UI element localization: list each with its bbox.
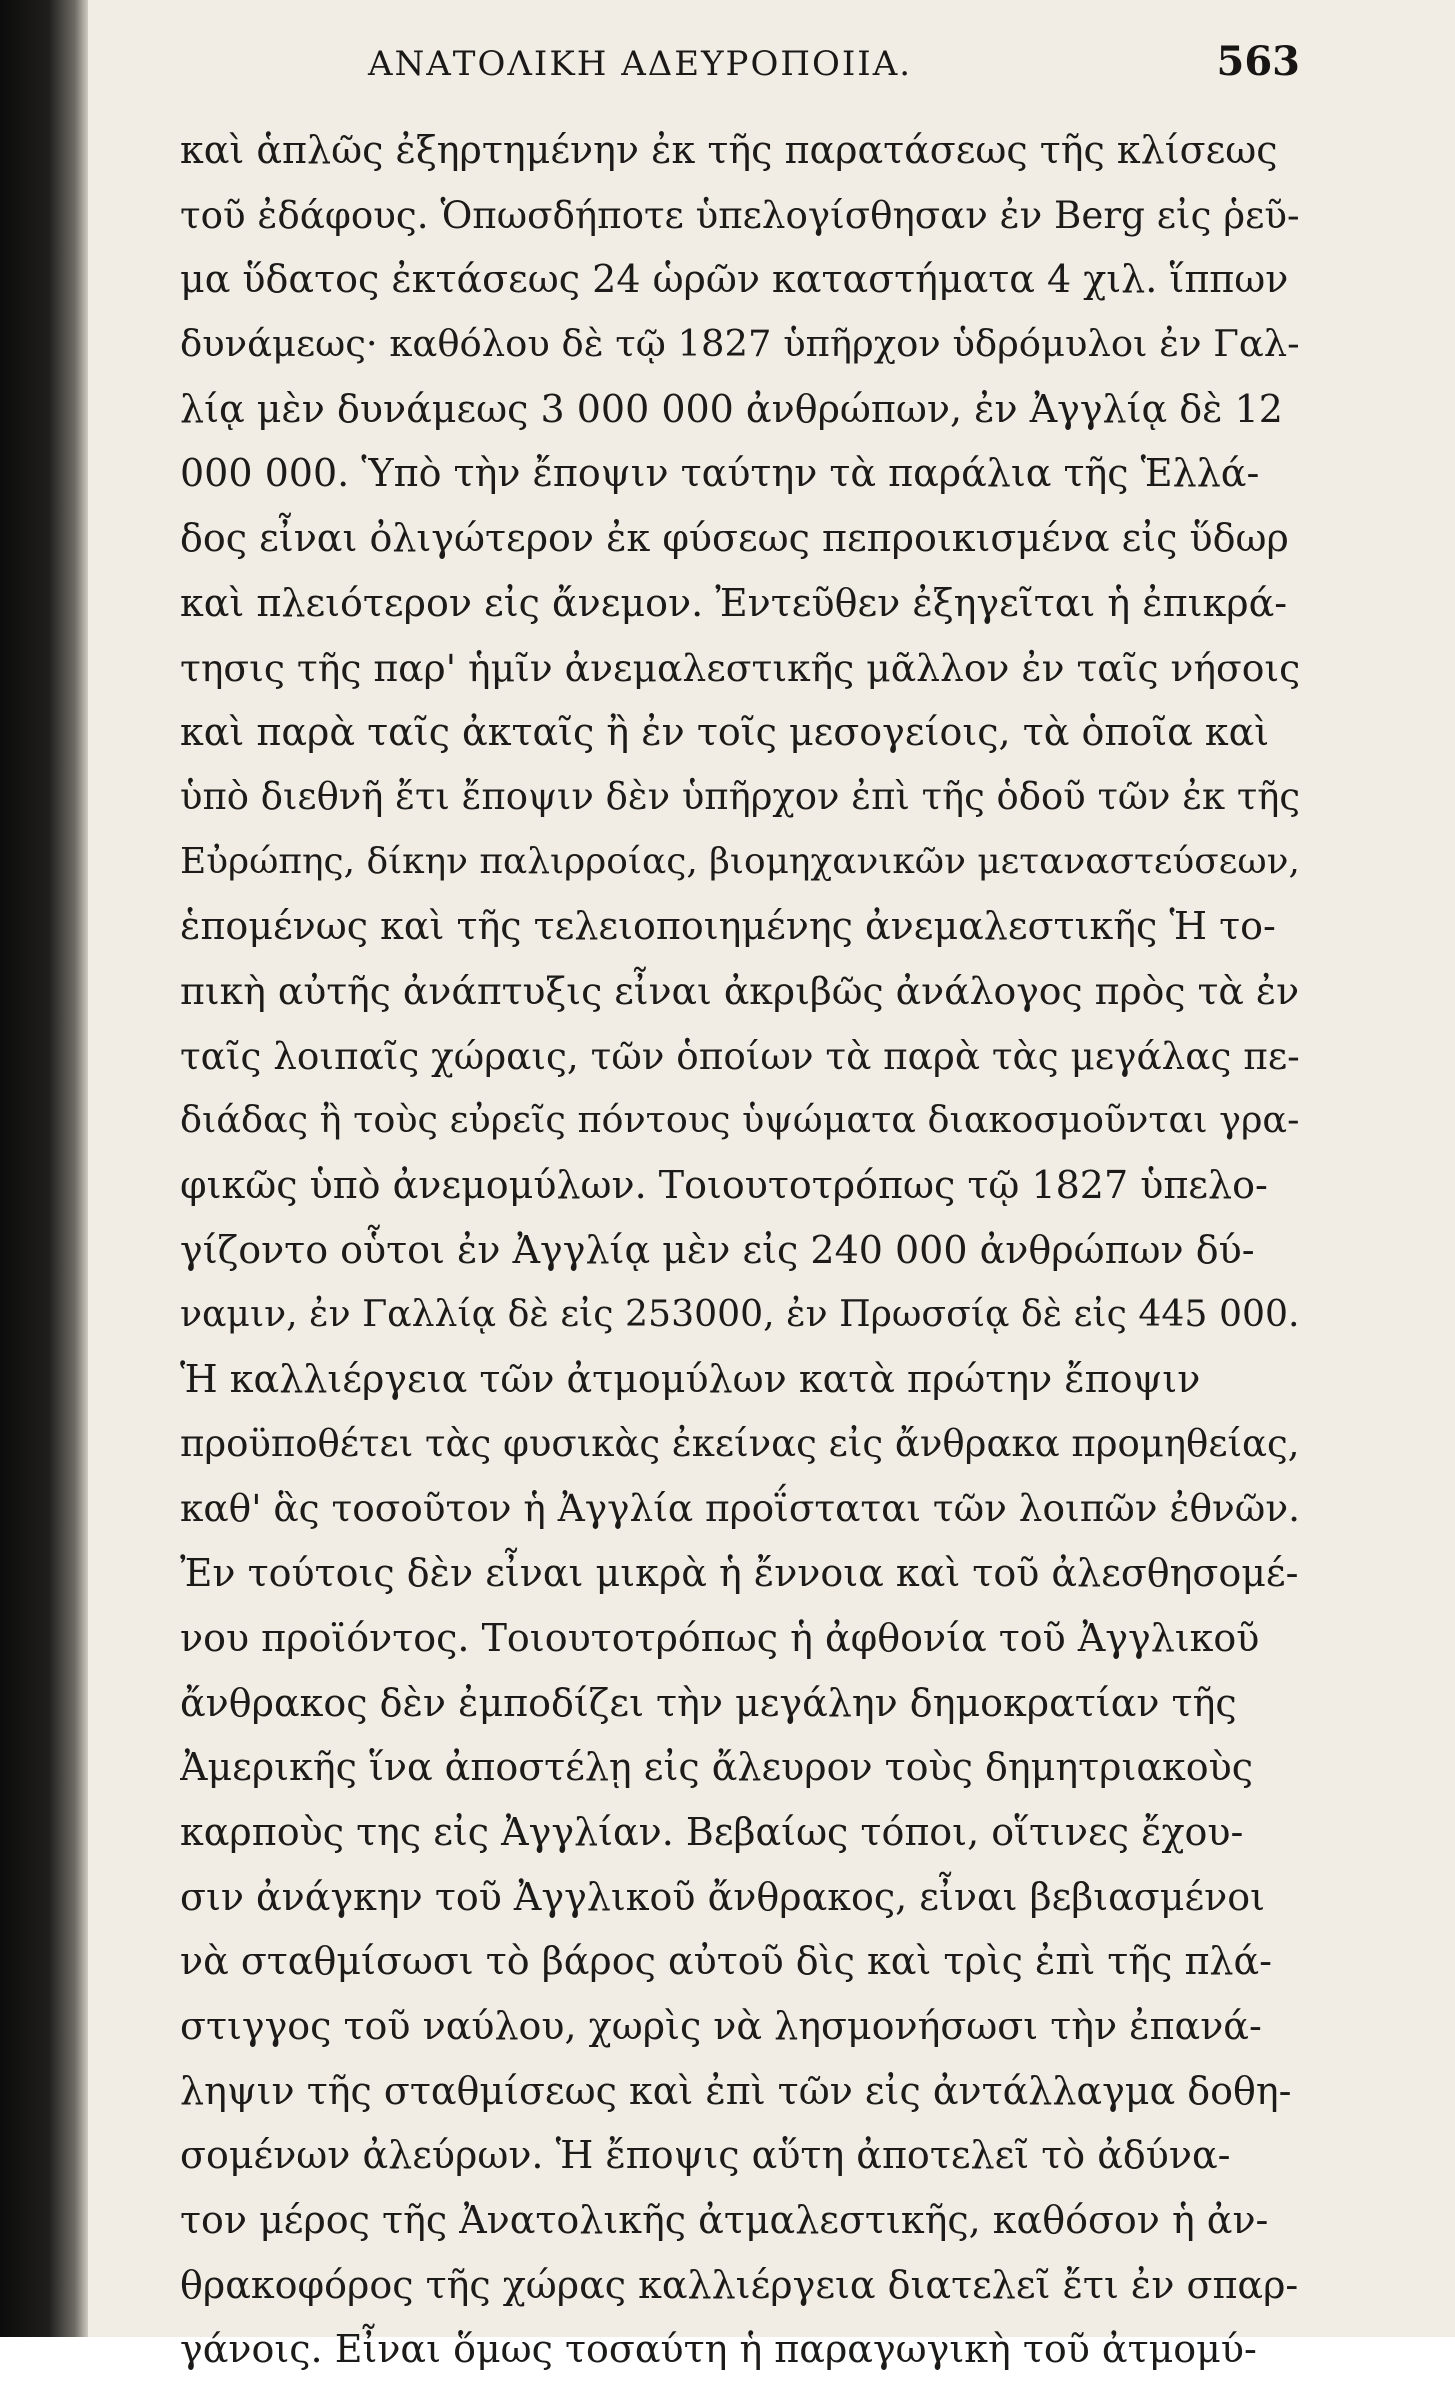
text-line: τοῦ ἐδάφους. Ὁπωσδήποτε ὑπελογίσθησαν ἐν Berg εἰς ῥεῦ-	[180, 192, 1300, 237]
text-line: γίζοντο οὗτοι ἐν Ἀγγλίᾳ μὲν εἰς 240 000 ἀνθρώπων δύ-	[180, 1227, 1255, 1272]
text-line: νὰ σταθμίσωσι τὸ βάρος αὐτοῦ δὶς καὶ τρὶς ἐπὶ τῆς πλά-	[180, 1939, 1273, 1984]
text-line: νου προϊόντος. Τοιουτοτρόπως ἡ ἀφθονία τοῦ Ἀγγλικοῦ	[180, 1615, 1260, 1660]
text-line: σιν ἀνάγκην τοῦ Ἀγγλικοῦ ἄνθρακος, εἶναι βεβιασμένοι	[180, 1874, 1266, 1919]
text-line: μα ὕδατος ἐκτάσεως 24 ὡρῶν καταστήματα 4 χιλ. ἵππων	[180, 257, 1289, 302]
page-number: 563	[1216, 38, 1300, 85]
text-line: ἑπομένως καὶ τῆς τελειοποιημένης ἀνεμαλεστικῆς Ἡ το-	[180, 904, 1276, 949]
text-line: τησις τῆς παρ' ἡμῖν ἀνεμαλεστικῆς μᾶλλον ἐν ταῖς νήσοις	[180, 645, 1300, 690]
text-line: Εὐρώπης, δίκην παλιρροίας, βιομηχανικῶν μεταναστεύσεων,	[180, 840, 1300, 882]
text-line: καὶ παρὰ ταῖς ἀκταῖς ἢ ἐν τοῖς μεσογείοις, τὰ ὁποῖα καὶ	[180, 710, 1270, 755]
text-line: λίᾳ μὲν δυνάμεως 3 000 000 ἀνθρώπων, ἐν Ἀγγλίᾳ δὲ 12	[180, 386, 1283, 431]
text-line: τον μέρος τῆς Ἀνατολικῆς ἀτμαλεστικῆς, καθόσον ἡ ἀν-	[180, 2198, 1269, 2242]
text-line: καὶ ἁπλῶς ἐξηρτημένην ἐκ τῆς παρατάσεως τῆς κλίσεως	[180, 128, 1278, 172]
text-line: διάδας ἢ τοὺς εὐρεῖς πόντους ὑψώματα διακοσμοῦνται γρα-	[180, 1098, 1300, 1142]
text-line: καθ' ἃς τοσοῦτον ἡ Ἀγγλία προΐσταται τῶν λοιπῶν ἐθνῶν.	[180, 1486, 1300, 1531]
text-line: 000 000. Ὑπὸ τὴν ἔποψιν ταύτην τὰ παράλια τῆς Ἑλλά-	[180, 451, 1260, 496]
text-line: δυνάμεως· καθόλου δὲ τῷ 1827 ὑπῆρχον ὑδρόμυλοι ἐν Γαλ-	[180, 322, 1300, 366]
book-binding-shadow	[0, 0, 88, 2337]
text-line: θρακοφόρος τῆς χώρας καλλιέργεια διατελεῖ ἔτι ἐν σπαρ-	[180, 2262, 1299, 2307]
text-line: καρποὺς της εἰς Ἀγγλίαν. Βεβαίως τόποι, οἵτινες ἔχου-	[180, 1809, 1244, 1854]
text-line: ὑπὸ διεθνῆ ἔτι ἔποψιν δὲν ὑπῆρχον ἐπὶ τῆς ὁδοῦ τῶν ἐκ τῆς	[180, 774, 1300, 818]
text-line: φικῶς ὑπὸ ἀνεμομύλων. Τοιουτοτρόπως τῷ 1827 ὑπελο-	[180, 1163, 1268, 1207]
text-line: ληψιν τῆς σταθμίσεως καὶ ἐπὶ τῶν εἰς ἀντάλλαγμα δοθη-	[180, 2068, 1292, 2113]
text-line: ναμιν, ἐν Γαλλίᾳ δὲ εἰς 253000, ἐν Πρωσσίᾳ δὲ εἰς 445 000.	[180, 1292, 1300, 1336]
body-text	[180, 118, 1300, 2382]
text-line: σομένων ἀλεύρων. Ἡ ἔποψις αὕτη ἀποτελεῖ τὸ ἀδύνα-	[180, 2133, 1231, 2178]
running-title: ΑΝΑΤΟΛΙΚΗ ΑΔΕΥΡΟΠΟΙΙΑ.	[367, 44, 913, 84]
text-line: γάνοις. Εἶναι ὅμως τοσαύτη ἡ παραγωγικὴ τοῦ ἀτμομύ-	[180, 2327, 1257, 2372]
text-line: Ἡ καλλιέργεια τῶν ἀτμομύλων κατὰ πρώτην ἔποψιν	[180, 1357, 1201, 1402]
text-line: δος εἶναι ὀλιγώτερον ἐκ φύσεως πεπροικισμένα εἰς ὕδωρ	[180, 516, 1289, 561]
text-line: καὶ πλειότερον εἰς ἄνεμον. Ἐντεῦθεν ἐξηγεῖται ἡ ἐπικρά-	[180, 580, 1288, 625]
page-header	[180, 36, 1300, 96]
text-line: ταῖς λοιπαῖς χώραις, τῶν ὁποίων τὰ παρὰ τὰς μεγάλας πε-	[180, 1033, 1300, 1078]
text-line: Ἀμερικῆς ἵνα ἀποστέλῃ εἰς ἄλευρον τοὺς δημητριακοὺς	[180, 1745, 1254, 1790]
text-line: στιγγος τοῦ ναύλου, χωρὶς νὰ λησμονήσωσι τὴν ἐπανά-	[180, 2003, 1262, 2048]
text-line: προϋποθέτει τὰς φυσικὰς ἐκείνας εἰς ἄνθρακα προμηθείας,	[180, 1421, 1300, 1465]
text-line: πικὴ αὐτῆς ἀνάπτυξις εἶναι ἀκριβῶς ἀνάλογος πρὸς τὰ ἐν	[180, 968, 1300, 1013]
text-line: Ἐν τούτοις δὲν εἶναι μικρὰ ἡ ἔννοια καὶ τοῦ ἀλεσθησομέ-	[180, 1551, 1299, 1596]
text-line: ἄνθρακος δὲν ἐμποδίζει τὴν μεγάλην δημοκρατίαν τῆς	[180, 1680, 1237, 1725]
